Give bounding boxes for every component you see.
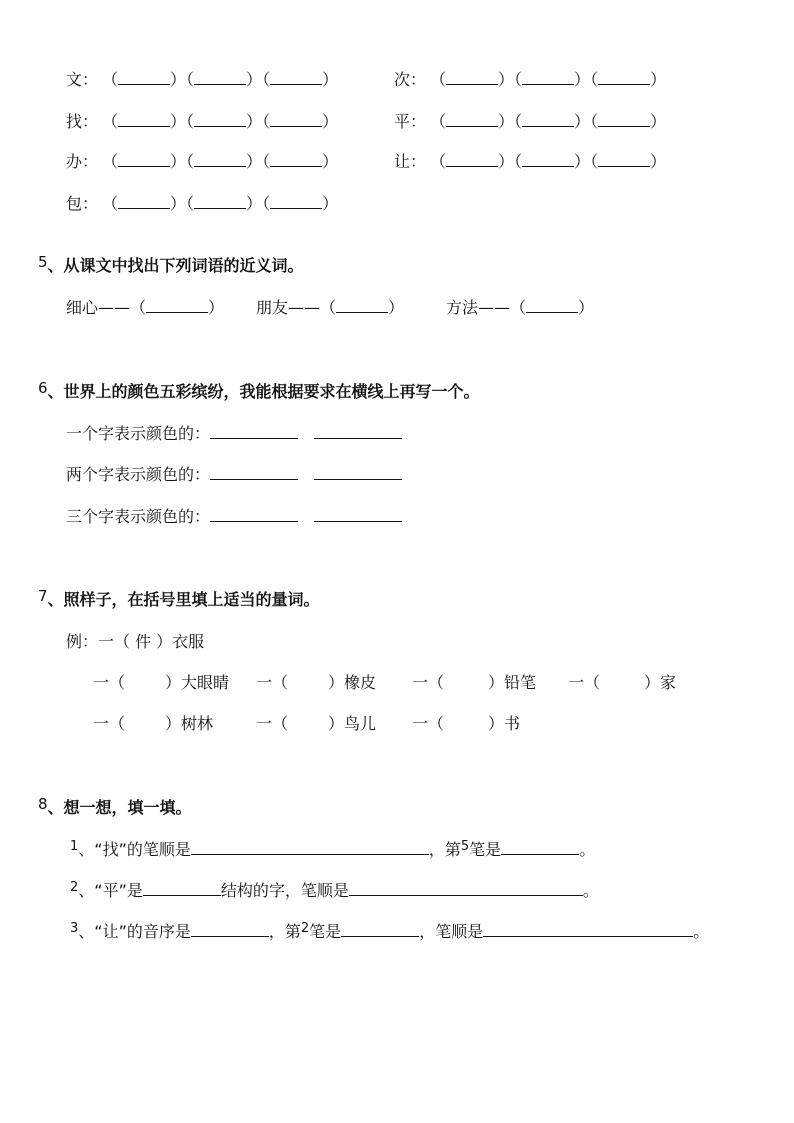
- synonym-item-pengyou[interactable]: 朋友——（ ）: [256, 298, 405, 317]
- measure-item-niaoer[interactable]: 一（ ）鸟儿: [256, 714, 377, 733]
- word-blanks[interactable]: （ ）（ ）（ ）: [430, 70, 667, 89]
- measure-item-qianbi[interactable]: 一（ ）铅笔: [412, 673, 537, 692]
- question-8-title: 8、想一想，填一填。: [38, 795, 192, 817]
- measure-item-dayanjing[interactable]: 一（ ）大眼睛: [93, 673, 230, 692]
- word-char-ci: 次：: [394, 70, 427, 89]
- word-char-rang: 让：: [394, 152, 427, 171]
- measure-example: 例：一（ 件 ）衣服: [66, 632, 205, 651]
- color-line-1[interactable]: 一个字表示颜色的：: [66, 424, 402, 444]
- fill-sentence-2[interactable]: $^2$、“平”是 结构的字，笔顺是 。: [70, 880, 599, 900]
- question-7-title: 7、照样子，在括号里填上适当的量词。: [38, 587, 320, 609]
- word-blanks[interactable]: （ ）（ ）（ ）: [430, 112, 667, 131]
- word-blanks[interactable]: （ ）（ ）（ ）: [102, 70, 339, 89]
- question-6-title: 6、世界上的颜色五彩缤纷，我能根据要求在横线上再写一个。: [38, 379, 480, 401]
- word-blanks[interactable]: （ ）（ ）（ ）: [102, 152, 339, 171]
- word-char-wen: 文：: [66, 70, 99, 89]
- word-char-ban: 办：: [66, 152, 99, 171]
- word-char-bao: 包：: [66, 194, 99, 213]
- measure-item-xiangpi[interactable]: 一（ ）橡皮: [256, 673, 377, 692]
- fill-sentence-3[interactable]: $^3$、“让”的音序是 ，第$^2$笔是 ，笔顺是 。: [70, 921, 710, 941]
- word-char-ping: 平：: [394, 112, 427, 131]
- measure-item-shu[interactable]: 一（ ）书: [412, 714, 521, 733]
- word-blanks[interactable]: （ ）（ ）（ ）: [102, 194, 339, 213]
- measure-item-jia[interactable]: 一（ ）家: [568, 673, 677, 692]
- color-line-3[interactable]: 三个字表示颜色的：: [66, 507, 402, 527]
- fill-sentence-1[interactable]: $^1$、“找”的笔顺是 ，第$^5$笔是 。: [70, 839, 596, 859]
- measure-item-shulin[interactable]: 一（ ）树林: [93, 714, 214, 733]
- word-blanks[interactable]: （ ）（ ）（ ）: [430, 152, 667, 171]
- word-blanks[interactable]: （ ）（ ）（ ）: [102, 112, 339, 131]
- question-5-title: 5、从课文中找出下列词语的近义词。: [38, 253, 304, 275]
- word-char-zhao: 找：: [66, 112, 99, 131]
- color-line-2[interactable]: 两个字表示颜色的：: [66, 465, 402, 485]
- synonym-item-fangfa[interactable]: 方法——（ ）: [446, 298, 595, 317]
- synonym-item-xixin[interactable]: 细心——（ ）: [66, 298, 225, 317]
